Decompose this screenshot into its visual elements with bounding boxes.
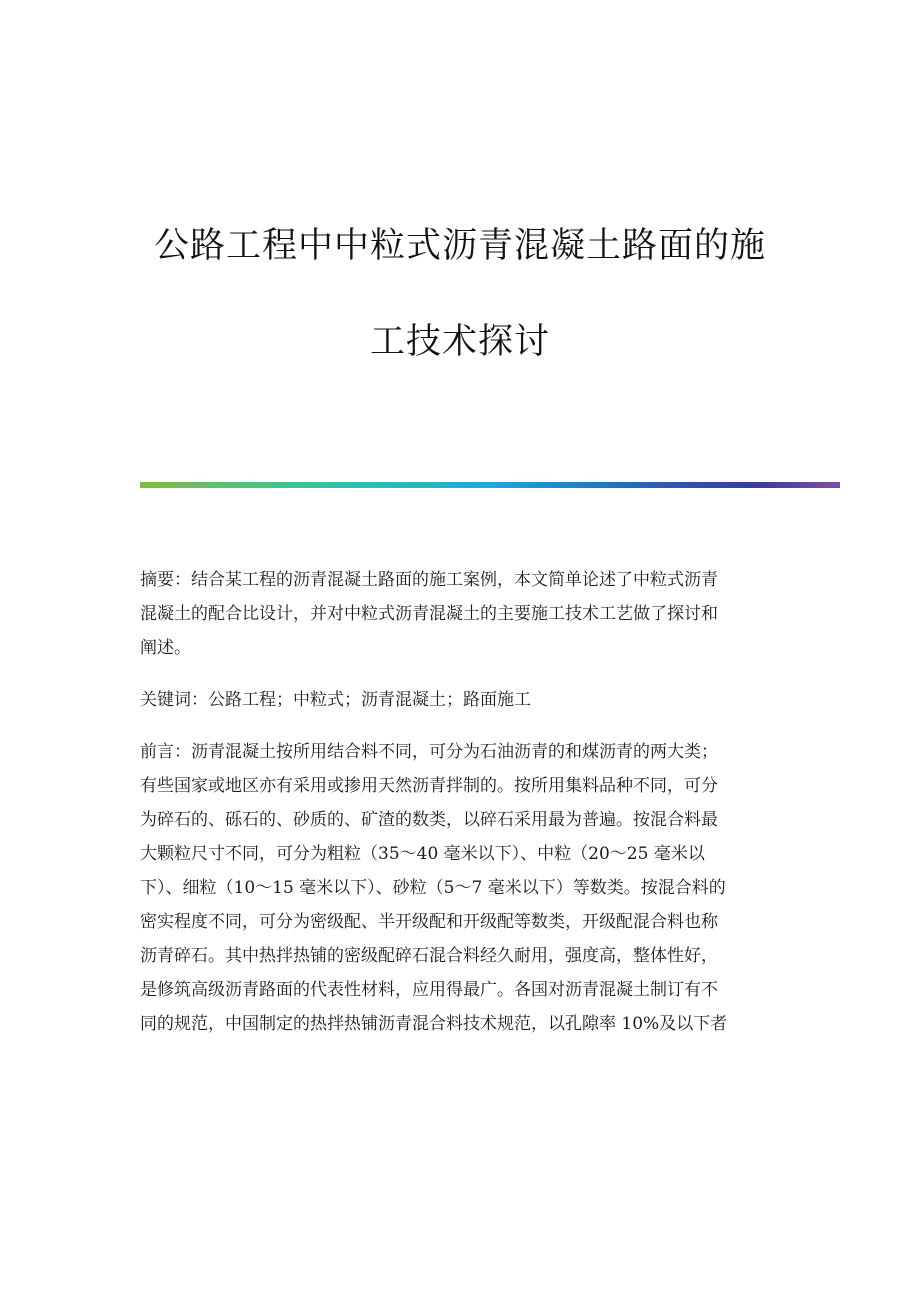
abstract-line: 混凝土的配合比设计，并对中粒式沥青混凝土的主要施工技术工艺做了探讨和: [140, 604, 718, 624]
keywords-line: 关键词：公路工程；中粒式；沥青混凝土；路面施工: [140, 690, 531, 710]
preface-line: 是修筑高级沥青路面的代表性材料，应用得最广。各国对沥青混凝土制订有不: [140, 980, 718, 1000]
preface-line: 前言：沥青混凝土按所用结合料不同，可分为石油沥青的和煤沥青的两大类；: [140, 742, 718, 762]
document-title-line-2: 工技术探讨: [369, 322, 550, 362]
preface-line: 沥青碎石。其中热拌热铺的密级配碎石混合料经久耐用，强度高，整体性好，: [140, 946, 718, 966]
preface-paragraph: [140, 735, 782, 1041]
document-title-line-1: 公路工程中中粒式沥青混凝土路面的施: [153, 226, 766, 266]
preface-line: 为碎石的、砾石的、砂质的、矿渣的数类，以碎石采用最为普遍。按混合料最: [140, 810, 718, 830]
preface-line: 同的规范，中国制定的热拌热铺沥青混合料技术规范，以孔隙率 10%及以下者: [140, 1014, 728, 1034]
abstract-line: 摘要：结合某工程的沥青混凝土路面的施工案例，本文简单论述了中粒式沥青: [140, 570, 718, 590]
preface-line: 密实程度不同，可分为密级配、半开级配和开级配等数类，开级配混合料也称: [140, 912, 718, 932]
preface-line: 下）、细粒（10～15 毫米以下）、砂粒（5～7 毫米以下）等数类。按混合料的: [140, 878, 726, 898]
preface-line: 有些国家或地区亦有采用或掺用天然沥青拌制的。按所用集料品种不同，可分: [140, 776, 718, 796]
preface-line: 大颗粒尺寸不同，可分为粗粒（35～40 毫米以下）、中粒（20～25 毫米以: [140, 844, 705, 864]
abstract-paragraph: [140, 563, 782, 665]
document-body: [140, 563, 782, 1059]
keywords-paragraph: [140, 683, 782, 717]
abstract-line: 阐述。: [140, 638, 191, 658]
title-divider: [140, 482, 840, 488]
